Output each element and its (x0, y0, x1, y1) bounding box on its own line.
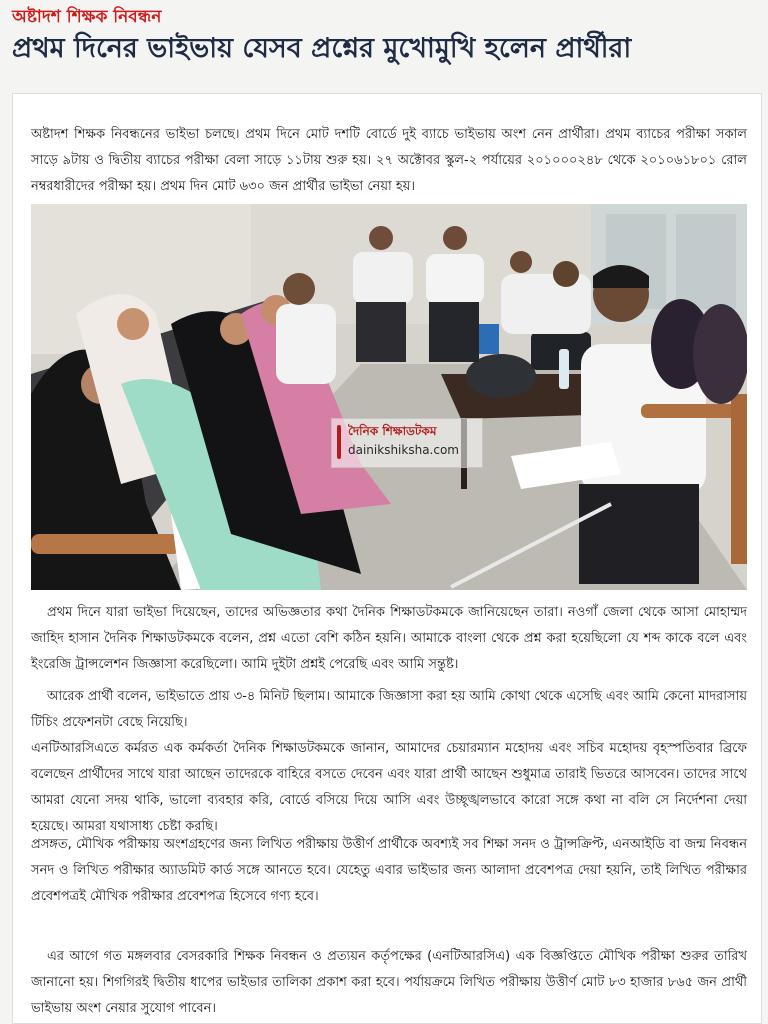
article-photo (31, 204, 747, 590)
article-paragraph-5 (31, 944, 747, 1022)
pen-icon (337, 425, 341, 459)
paragraph-2-text: প্রথম দিনে যারা ভাইভা দিয়েছেন, তাদের অভিজ্ঞতার কথা দৈনিক শিক্ষাডটকমকে জানিয়েছেন তারা। নওগাঁ জেলা থেকে আসা মোহাম্মদ জাহিদ হাসান দৈনিক শিক্ষাডটকমকে বলেন, প্রশ্ন এতো বেশি কঠিন হয়নি। আমাকে বাংলা থেকে প্রশ্ন করা হয়েছিলো যে শব্দ কাকে বলে এবং ইংরেজি ট্রান্সলেশন জিজ্ঞাসা করেছিলো। আমি দুইটা প্রশ্নই পেরেছি এবং আমি সন্তুষ্ট। (31, 605, 747, 672)
viva-room-photo (31, 204, 747, 590)
category-kicker[interactable]: অষ্টাদশ শিক্ষক নিবন্ধন (12, 7, 162, 27)
paragraph-3b-text: এনটিআরসিএতে কর্মরত এক কর্মকর্তা দৈনিক শিক্ষাডটকমকে জানান, আমাদের চেয়ারম্যান মহোদয় এবং সচিব মহোদয় বৃহস্পতিবার ব্রিফে বলেছেন প্রার্থীদের সাথে যারা আছেন তাদেরকে বাহিরে বসতে দেবেন এবং যারা প্রার্থী আছেন শুধুমাত্র তারাই ভিতরে আসবেন। তাদের সাথে আমরা যেনো সদয় থাকি, ভালো ব্যবহার করি, বোর্ডে বসিয়ে দিয়ে আসি এবং উচ্ছৃঙ্খলভাবে কারো সঙ্গে কথা না বলি সে নির্দেশনা দেয়া হয়েছে। আমরা যথাসাধ্য চেষ্টা করছি। (31, 741, 747, 834)
article-headline: প্রথম দিনের ভাইভায় যেসব প্রশ্নের মুখোমুখি হলেন প্রার্থীরা (12, 33, 632, 64)
article-paragraph-2 (31, 600, 747, 678)
article-paragraph-4: প্রসঙ্গত, মৌখিক পরীক্ষায় অংশগ্রহণের জন্য লিখিত পরীক্ষায় উত্তীর্ণ প্রার্থীকে অবশ্যই সব শিক্ষা সনদ ও ট্রান্সক্রিপ্ট, এনআইডি বা জন্ম নিবন্ধন সনদ ও লিখিত পরীক্ষার অ্যাডমিট কার্ড সঙ্গে আনতে হবে। যেহেতু এবার ভাইভার জন্য আলাদা প্রবেশপত্র দেয়া হয়নি, তাই লিখিত পরীক্ষার প্রবেশপত্রই মৌখিক পরীক্ষার প্রবেশপত্র হিসেবে গণ্য হবে। (31, 837, 747, 904)
watermark-brand-url: dainikshiksha.com (348, 443, 459, 457)
paragraph-3a-text: আরেক প্রার্থী বলেন, ভাইভাতে প্রায় ৩-৪ মিনিট ছিলাম। আমাকে জিজ্ঞাসা করা হয় আমি কোথা থেকে এসেছি এবং আমি কেনো মাদরাসায় টিচিং প্রফেশনটা বেছে নিয়েছি। (31, 689, 747, 730)
article-paragraph-1: অষ্টাদশ শিক্ষক নিবন্ধনের ভাইভা চলছে। প্রথম দিনে মোট দশটি বোর্ডে দুই ব্যাচে ভাইভায় অংশ নেন প্রার্থীরা। প্রথম ব্যাচের পরীক্ষা সকাল সাড়ে ৯টায় ও দ্বিতীয় ব্যাচের পরীক্ষা বেলা সাড়ে ১১টায় শুরু হয়। ২৭ অক্টোবর স্কুল-২ পর্যায়ের ২০১০০০২৪৮ থেকে ২০১০৬১৮০১ রোল নম্বরধারীদের পরীক্ষা হয়। প্রথম দিন মোট ৬৩০ জন প্রার্থীর ভাইভা নেয়া হয়। (31, 127, 747, 194)
photo-watermark (331, 418, 483, 468)
paragraph-5-text: এর আগে গত মঙ্গলবার বেসরকারি শিক্ষক নিবন্ধন ও প্রত্যয়ন কর্তৃপক্ষের (এনটিআরসিএ) এক বিজ্ঞপ্তিতে মৌখিক পরীক্ষা শুরুর তারিখ জানানো হয়। শিগগিরই দ্বিতীয় ধাপের ভাইভার তালিকা প্রকাশ করা হবে। পর্যায়ক্রমে লিখিত পরীক্ষায় উত্তীর্ণ মোট ৮৩ হাজার ৮৬৫ জন প্রার্থী ভাইভায় অংশ নেয়ার সুযোগ পাবেন। (31, 949, 747, 1016)
watermark-brand-bn: দৈনিক শিক্ষাডটকম (348, 424, 437, 438)
article-paragraph-3 (31, 684, 747, 840)
article-card (12, 93, 762, 1024)
